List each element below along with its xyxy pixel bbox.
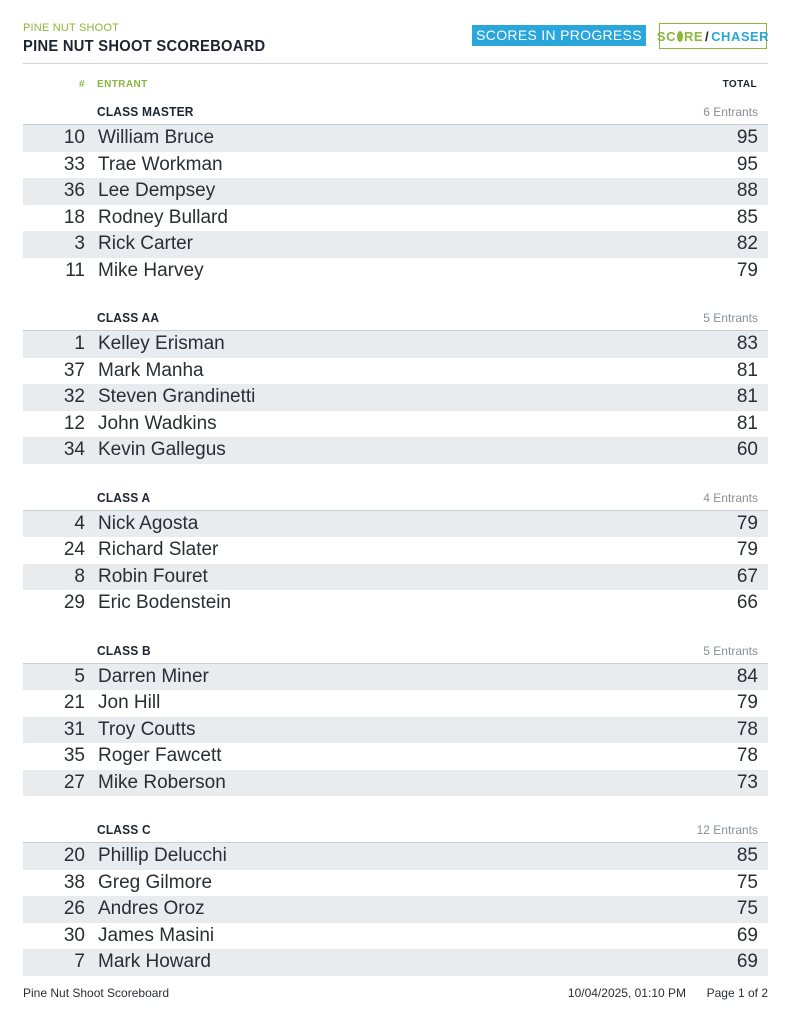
entrant-number: 29 <box>63 592 85 613</box>
entrant-number: 36 <box>63 180 85 201</box>
entrant-number: 4 <box>74 512 85 534</box>
class-name: CLASS B <box>97 642 151 658</box>
entrant-number: 20 <box>63 845 85 866</box>
entrant-number: 33 <box>63 153 85 175</box>
entrant-name: Phillip Delucchi <box>98 845 227 866</box>
table-row[interactable] <box>23 331 768 358</box>
class-section-header <box>23 304 768 331</box>
entrant-name: Kelley Erisman <box>98 333 225 354</box>
table-row[interactable] <box>23 590 768 617</box>
entrant-total: 79 <box>736 512 758 534</box>
class-section-header <box>23 484 768 511</box>
entrant-number: 7 <box>74 951 85 972</box>
entrant-number: 34 <box>63 439 85 460</box>
column-header-total: TOTAL <box>722 79 757 90</box>
class-name: CLASS C <box>97 822 151 837</box>
page-title: PINE NUT SHOOT SCOREBOARD <box>23 38 266 55</box>
entrant-name: Steven Grandinetti <box>98 386 256 407</box>
entrant-number: 31 <box>63 718 85 740</box>
entrant-number: 11 <box>65 259 85 281</box>
entrant-name: Eric Bodenstein <box>98 592 232 613</box>
table-row[interactable] <box>23 717 768 744</box>
entrants-count: 6 Entrants <box>703 105 758 119</box>
entrant-total: 81 <box>736 386 758 407</box>
entrant-number: 8 <box>74 565 85 587</box>
entrant-number: 30 <box>63 924 85 946</box>
entrant-number: 38 <box>63 871 85 893</box>
entrant-name: Kevin Gallegus <box>98 439 226 460</box>
entrant-total: 73 <box>736 771 758 793</box>
entrant-name: Lee Dempsey <box>98 180 216 201</box>
entrant-total: 79 <box>736 539 758 560</box>
entrant-total: 69 <box>736 924 758 946</box>
table-row[interactable] <box>23 125 768 152</box>
entrant-name: Andres Oroz <box>98 898 205 919</box>
entrant-name: Nick Agosta <box>98 512 199 534</box>
entrant-name: Mark Manha <box>98 359 204 381</box>
logo-text-mid: RE <box>683 28 704 44</box>
entrants-count: 5 Entrants <box>703 643 758 658</box>
event-subtitle: PINE NUT SHOOT <box>23 22 120 34</box>
entrant-name: William Bruce <box>98 127 215 148</box>
entrant-name: Trae Workman <box>98 153 223 175</box>
table-row[interactable] <box>23 511 768 538</box>
table-row[interactable] <box>23 537 768 564</box>
entrant-total: 69 <box>736 951 758 972</box>
entrant-name: Troy Coutts <box>98 718 196 740</box>
table-row[interactable] <box>23 411 768 438</box>
page-header <box>23 20 768 64</box>
entrant-name: Mike Harvey <box>98 259 204 281</box>
class-rows <box>23 511 768 617</box>
entrants-count: 12 Entrants <box>696 823 758 837</box>
entrant-name: Roger Fawcett <box>98 745 222 766</box>
entrant-total: 82 <box>736 233 758 254</box>
table-row[interactable] <box>23 664 768 691</box>
table-row[interactable] <box>23 743 768 770</box>
entrant-name: Darren Miner <box>98 665 209 687</box>
entrant-total: 95 <box>736 153 758 175</box>
entrant-number: 21 <box>63 692 85 713</box>
logo-slash: / <box>705 28 710 44</box>
entrant-number: 35 <box>63 745 85 766</box>
table-row[interactable] <box>23 384 768 411</box>
entrant-number: 37 <box>63 359 85 381</box>
entrant-number: 10 <box>63 127 85 148</box>
table-row[interactable] <box>23 843 768 870</box>
entrant-name: Rick Carter <box>98 233 194 254</box>
class-name: CLASS AA <box>97 310 160 325</box>
table-row[interactable] <box>23 152 768 179</box>
entrant-number: 32 <box>63 386 85 407</box>
table-row[interactable] <box>23 770 768 797</box>
entrant-name: Mark Howard <box>98 951 211 972</box>
entrant-total: 85 <box>736 845 758 866</box>
entrant-total: 81 <box>736 412 758 434</box>
entrant-number: 24 <box>63 539 85 560</box>
entrant-name: John Wadkins <box>98 412 217 434</box>
table-row[interactable] <box>23 231 768 258</box>
entrant-number: 12 <box>63 412 85 434</box>
entrant-total: 83 <box>736 333 758 354</box>
table-row[interactable] <box>23 358 768 385</box>
table-row[interactable] <box>23 896 768 923</box>
table-row[interactable] <box>23 205 768 232</box>
entrant-name: Rodney Bullard <box>98 206 228 228</box>
entrant-name: Robin Fouret <box>98 565 208 587</box>
entrant-name: Greg Gilmore <box>98 871 213 893</box>
entrant-total: 67 <box>736 565 758 587</box>
class-rows <box>23 125 768 284</box>
table-row[interactable] <box>23 178 768 205</box>
entrant-total: 78 <box>736 745 758 766</box>
entrant-number: 18 <box>63 206 85 228</box>
entrant-name: Mike Roberson <box>98 771 226 793</box>
table-row[interactable] <box>23 564 768 591</box>
class-section <box>23 304 768 464</box>
entrant-total: 85 <box>736 206 758 228</box>
entrants-count: 4 Entrants <box>703 490 758 505</box>
class-section <box>23 637 768 797</box>
class-section <box>23 816 768 976</box>
table-row[interactable] <box>23 258 768 285</box>
table-row[interactable] <box>23 870 768 897</box>
class-section-header <box>23 637 768 664</box>
entrant-number: 5 <box>74 665 85 687</box>
logo-text-left: SC <box>656 28 676 44</box>
class-rows <box>23 843 768 976</box>
entrant-total: 88 <box>736 180 758 201</box>
scorechaser-logo[interactable] <box>656 23 770 49</box>
entrant-total: 60 <box>736 439 758 460</box>
class-section <box>23 484 768 617</box>
class-section <box>23 98 768 284</box>
logo-text-right: CHASER <box>711 28 770 44</box>
table-row[interactable] <box>23 949 768 976</box>
entrant-number: 1 <box>74 333 85 354</box>
entrant-name: Richard Slater <box>98 539 219 560</box>
status-badge: SCORES IN PROGRESS <box>472 25 646 46</box>
footer-title: Pine Nut Shoot Scoreboard <box>23 986 170 1000</box>
entrant-total: 95 <box>736 127 758 148</box>
column-header-number: # <box>79 79 85 90</box>
target-icon <box>677 31 683 42</box>
entrant-number: 3 <box>74 233 85 254</box>
class-name: CLASS A <box>97 489 151 505</box>
entrant-total: 79 <box>736 692 758 713</box>
entrant-total: 81 <box>736 359 758 381</box>
class-section-header <box>23 98 768 125</box>
entrants-count: 5 Entrants <box>703 311 758 325</box>
class-rows <box>23 664 768 797</box>
footer-page-number: Page 1 of 2 <box>706 986 768 1000</box>
entrant-total: 78 <box>736 718 758 740</box>
column-header-entrant: ENTRANT <box>97 79 148 90</box>
class-section-header <box>23 816 768 843</box>
footer-datetime: 10/04/2025, 01:10 PM <box>567 986 686 1000</box>
class-name: CLASS MASTER <box>97 104 194 119</box>
table-row[interactable] <box>23 690 768 717</box>
entrant-total: 75 <box>736 898 758 919</box>
entrant-total: 84 <box>736 665 758 687</box>
entrant-name: James Masini <box>98 924 215 946</box>
entrant-total: 75 <box>736 871 758 893</box>
table-row[interactable] <box>23 437 768 464</box>
table-row[interactable] <box>23 923 768 950</box>
entrant-number: 26 <box>63 898 85 919</box>
entrant-total: 79 <box>736 259 758 281</box>
entrant-total: 66 <box>736 592 758 613</box>
entrant-number: 27 <box>63 771 85 793</box>
scoreboard-sections <box>23 98 768 996</box>
class-rows <box>23 331 768 464</box>
entrant-name: Jon Hill <box>98 692 161 713</box>
